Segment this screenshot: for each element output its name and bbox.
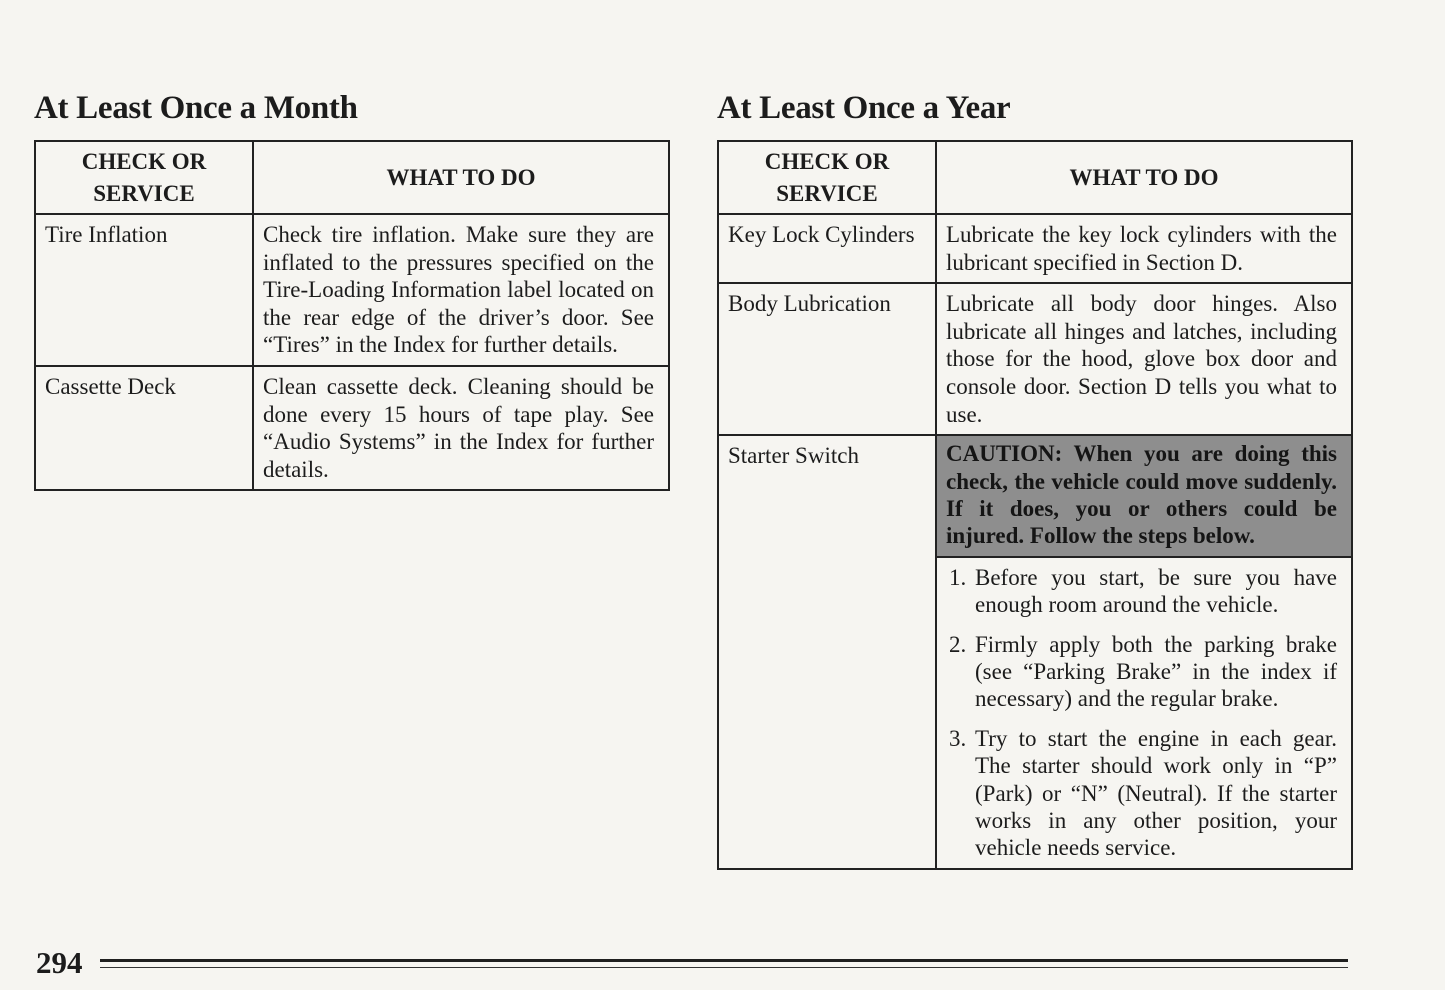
page-footer [36,945,1348,985]
footer-rule [100,959,1348,962]
footer-rule-thin [100,967,1348,968]
desc-cassette-deck: Clean cassette deck. Cleaning should be done every 15 hours of tape play. See “Audio Systems” in the Index for further details. [253,366,669,490]
header-what-to-do: WHAT TO DO [936,141,1352,214]
item-body-lubrication: Body Lubrication [718,283,936,435]
table-row [718,435,1352,869]
step-text: Before you start, be sure you have enough room around the vehicle. [975,564,1337,618]
starter-steps-list [937,558,1351,868]
desc-tire-inflation: Check tire inflation. Make sure they are inflated to the pressures specified on the Tire-Loading Information label located on the rear edge of the driver’s door. See “Tires” in the Index for further details. [253,214,669,366]
item-cassette-deck: Cassette Deck [35,366,253,490]
table-row [35,366,669,490]
table-row [35,214,669,366]
desc-key-lock-cylinders: Lubricate the key lock cylinders with the lubricant specified in Section D. [936,214,1352,283]
section-yearly [717,88,1353,870]
step-number: 2. [949,631,967,657]
step-number: 1. [949,564,967,590]
item-key-lock-cylinders: Key Lock Cylinders [718,214,936,283]
monthly-table [34,140,670,491]
yearly-table [717,140,1353,870]
step-number: 3. [949,725,967,751]
table-header-row [718,141,1352,214]
step-text: Try to start the engine in each gear. The starter should work only in “P” (Park) or “N” (Neutral). If the starter works in any other position, your vehicle needs service. [975,725,1337,861]
desc-starter-switch [936,435,1352,869]
item-tire-inflation: Tire Inflation [35,214,253,366]
item-starter-switch: Starter Switch [718,435,936,869]
caution-box: CAUTION: When you are doing this check, the vehicle could move suddenly. If it does, you or others could be injured. Follow the steps below. [937,436,1351,558]
desc-body-lubrication: Lubricate all body door hinges. Also lubricate all hinges and latches, including those for the hood, glove box door and console door. Section D tells you what to use. [936,283,1352,435]
table-row [718,214,1352,283]
page-number: 294 [36,945,83,980]
section-title-monthly: At Least Once a Month [34,90,358,126]
header-check-or-service: CHECK OR SERVICE [718,141,936,214]
header-what-to-do: WHAT TO DO [253,141,669,214]
table-header-row [35,141,669,214]
list-item [937,725,1337,862]
section-title-yearly: At Least Once a Year [717,90,1011,126]
table-row [718,283,1352,435]
step-text: Firmly apply both the parking brake (see “Parking Brake” in the index if necessary) and the regular brake. [975,631,1337,712]
section-monthly [34,88,670,491]
header-check-or-service: CHECK OR SERVICE [35,141,253,214]
list-item [937,564,1337,619]
list-item [937,631,1337,713]
